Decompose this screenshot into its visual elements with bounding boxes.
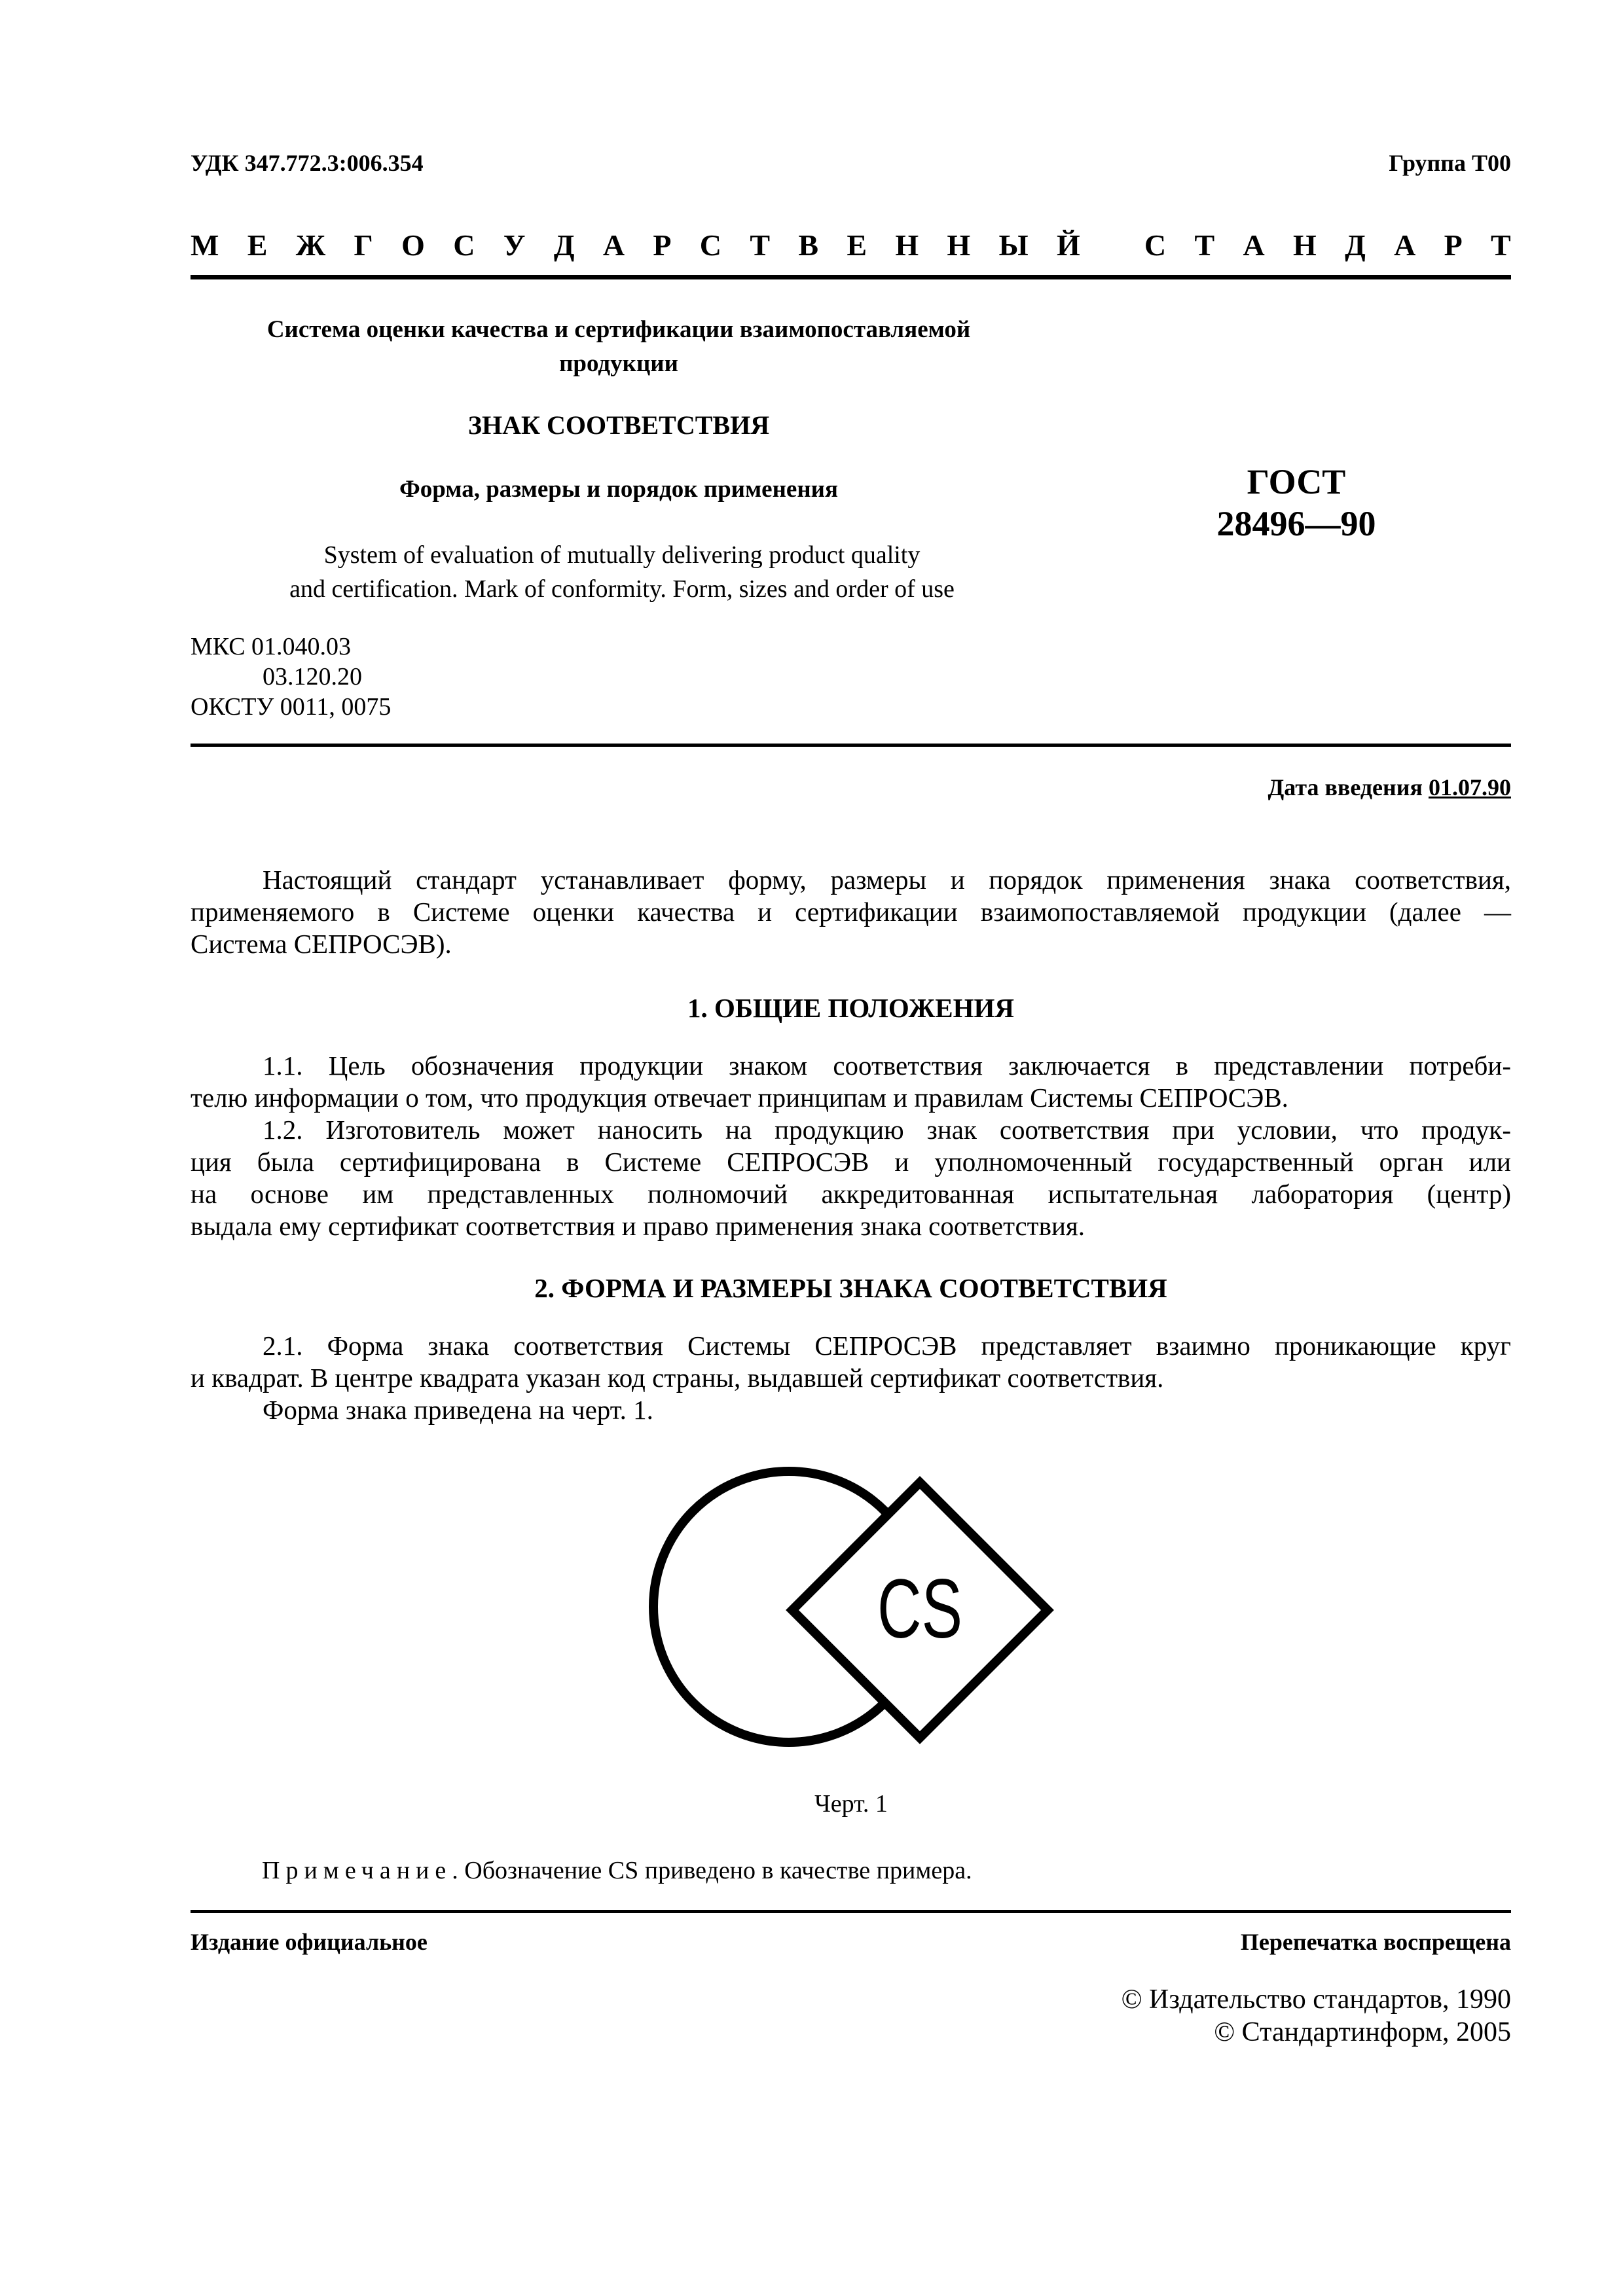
- banner-letter: Д: [1345, 228, 1366, 262]
- conformity-mark-icon: [629, 1466, 1087, 1767]
- banner-letter: Н: [895, 228, 919, 262]
- intro-paragraph: [191, 864, 1511, 960]
- standard-banner: [191, 228, 1511, 262]
- group-code: Группа Т00: [1389, 150, 1511, 176]
- banner-letter: А: [602, 228, 625, 262]
- section-1-title: 1. ОБЩИЕ ПОЛОЖЕНИЯ: [687, 993, 1014, 1023]
- banner-letter: Р: [653, 228, 672, 262]
- mks-code: МКС 01.040.03: [191, 633, 352, 660]
- banner-letter: С: [699, 228, 722, 262]
- p12-line-2: ция была сертифицирована в Системе СЕПРОСЭВ и уполномоченный государственный орган или: [191, 1147, 1511, 1177]
- classification-codes: [191, 632, 391, 722]
- note-label: Примечание: [262, 1857, 452, 1884]
- mks-code-2: 03.120.20: [263, 663, 362, 691]
- p12-line-1: 1.2. Изготовитель может наносить на продукцию знак соответствия при условии, что продук-: [263, 1115, 1511, 1145]
- banner-letter: Г: [354, 228, 373, 262]
- edition-official: Издание официальное: [191, 1929, 428, 1955]
- banner-letter: С: [453, 228, 475, 262]
- banner-word-gap: [1108, 228, 1116, 262]
- p21-line-3: Форма знака приведена на черт. 1.: [263, 1395, 653, 1425]
- banner-letter: А: [1243, 228, 1265, 262]
- banner-letter: Д: [553, 228, 575, 262]
- intro-line-1: Настоящий стандарт устанавливает форму, размеры и порядок применения знака соответствия,: [263, 865, 1511, 895]
- intro-date-value: 01.07.90: [1429, 774, 1511, 800]
- reprint-forbidden: Перепечатка воспрещена: [1240, 1929, 1511, 1955]
- p21-line-2: и квадрат. В центре квадрата указан код страны, выдавшей сертификат соответствия.: [191, 1363, 1164, 1393]
- udk-code: УДК 347.772.3:006.354: [191, 150, 424, 176]
- p12-line-3: на основе им представленных полномочий аккредитованная испытательная лаборатория (центр): [191, 1179, 1511, 1209]
- banner-letter: Р: [1444, 228, 1463, 262]
- banner-letter: Ж: [295, 228, 326, 262]
- copyright-block: [1122, 1983, 1511, 2049]
- system-title-line1: Система оценки качества и сертификации взаимопоставляемой: [266, 316, 971, 343]
- footer-rule: [191, 1910, 1511, 1913]
- banner-letter: Н: [1293, 228, 1317, 262]
- p21-line-1: 2.1. Форма знака соответствия Системы СЕПРОСЭВ представляет взаимно проникающие круг: [263, 1331, 1511, 1361]
- banner-letter: У: [503, 228, 526, 262]
- system-title-line2: продукции: [559, 350, 678, 377]
- banner-letter: Т: [1194, 228, 1215, 262]
- copyright-1990: © Издательство стандартов, 1990: [1121, 1984, 1511, 2015]
- banner-letter: А: [1394, 228, 1416, 262]
- banner-letter: О: [401, 228, 425, 262]
- document-subtitle: Форма, размеры и порядок применения: [399, 476, 838, 503]
- system-title: [190, 313, 1048, 381]
- p11-line-1: 1.1. Цель обозначения продукции знаком соответствия заключается в представлении потреби-: [263, 1050, 1511, 1081]
- intro-line-2: применяемого в Системе оценки качества и сертификации взаимопоставляемой продукции (далее —: [191, 897, 1511, 927]
- figure-caption: Черт. 1: [814, 1790, 888, 1818]
- intro-line-3: Система СЕПРОСЭВ).: [191, 929, 452, 959]
- banner-letter: Т: [1491, 228, 1511, 262]
- gost-designation: [1165, 461, 1427, 545]
- banner-letter: Е: [847, 228, 867, 262]
- english-title: [190, 538, 1054, 606]
- english-title-line2: and certification. Mark of conformity. Form, sizes and order of use: [289, 575, 955, 603]
- header-rule: [191, 744, 1511, 747]
- p12-line-4: выдала ему сертификат соответствия и право применения знака соответствия.: [191, 1211, 1085, 1241]
- section-2-title: 2. ФОРМА И РАЗМЕРЫ ЗНАКА СООТВЕТСТВИЯ: [534, 1273, 1167, 1303]
- banner-letter: Й: [1057, 228, 1080, 262]
- note-text: . Обозначение CS приведено в качестве примера.: [452, 1857, 972, 1884]
- banner-rule: [191, 275, 1511, 279]
- banner-letter: Т: [750, 228, 771, 262]
- banner-letter: Ы: [998, 228, 1029, 262]
- section-1-body: [191, 1050, 1511, 1242]
- document-title: ЗНАК СООТВЕТСТВИЯ: [467, 410, 770, 440]
- banner-letter: Е: [247, 228, 268, 262]
- gost-label: ГОСТ: [1247, 462, 1346, 501]
- banner-letter: М: [191, 228, 219, 262]
- intro-date-label: Дата введения: [1267, 774, 1423, 800]
- figure-note: [262, 1856, 972, 1885]
- intro-date: [1268, 774, 1512, 801]
- section-2-body: [191, 1330, 1511, 1426]
- banner-letter: Н: [947, 228, 971, 262]
- banner-letter: В: [798, 228, 819, 262]
- gost-number: 28496—90: [1216, 504, 1376, 543]
- english-title-line1: System of evaluation of mutually delivering product quality: [323, 541, 921, 569]
- copyright-2005: © Стандартинформ, 2005: [1214, 2017, 1511, 2047]
- p11-line-2: телю информации о том, что продукция отвечает принципам и правилам Системы СЕПРОСЭВ.: [191, 1083, 1288, 1113]
- banner-letter: С: [1144, 228, 1167, 262]
- okstu-code: ОКСТУ 0011, 0075: [191, 693, 392, 721]
- mark-country-code: CS: [877, 1562, 962, 1656]
